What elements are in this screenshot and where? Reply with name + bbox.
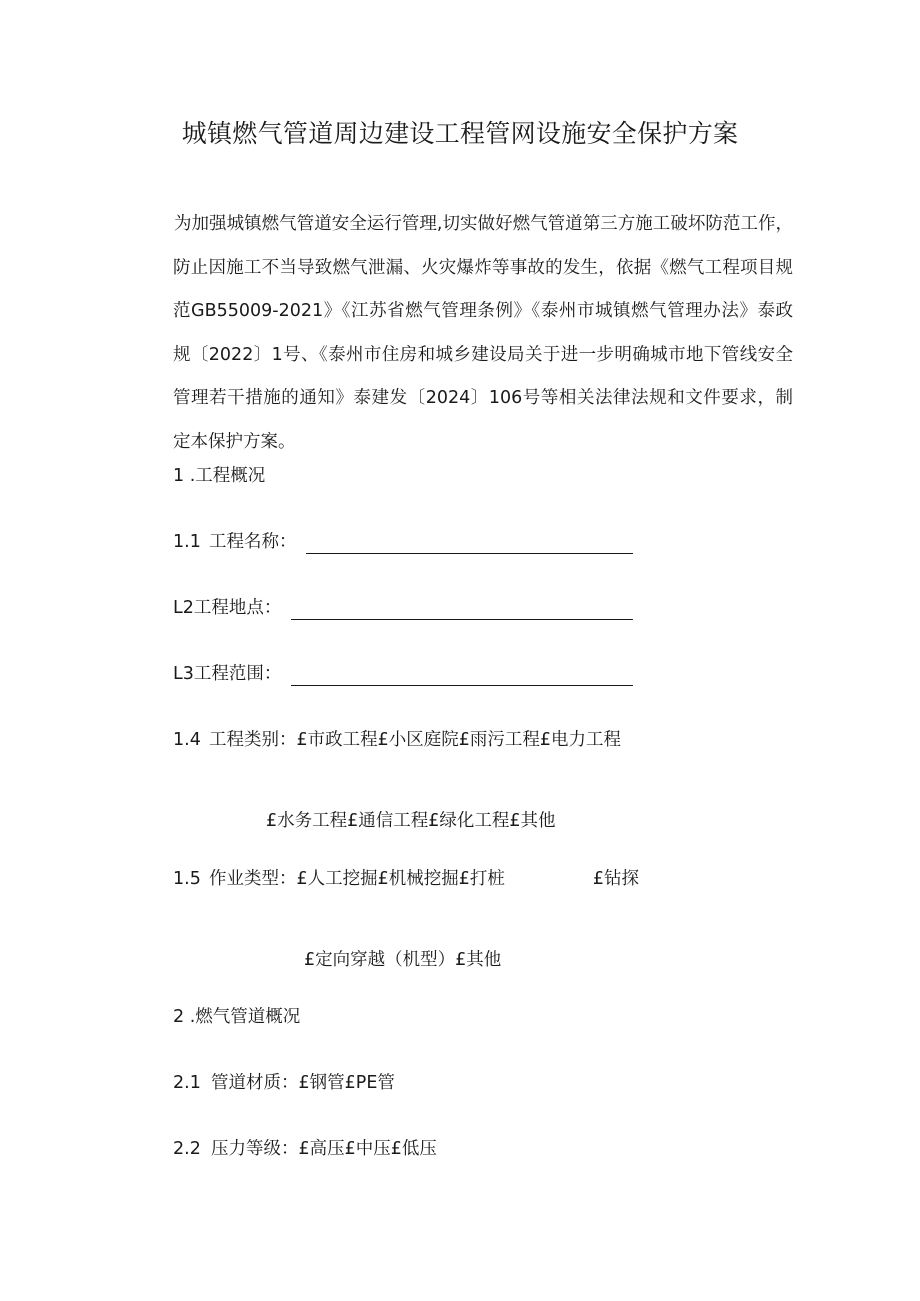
checkbox-high-pressure[interactable]: £高压 [298,1139,345,1159]
project-scope-field[interactable] [291,667,633,686]
section-1-heading: 1 .工程概况 [173,466,266,486]
intro-paragraph: 为加强城镇燃气管道安全运行管理,切实做好燃气管道第三方施工破坏防范工作，防止因施工不当导致燃气泄漏、火灾爆炸等事故的发生，依据《燃气工程项目规范GB55009-2021》《江苏省燃气管理条例》《泰州市城镇燃气管理办法》泰政规〔2022〕1号、《泰州市住房和城乡建设局关于进一步明确城市地下管线安全管理若干措施的通知》泰建发〔2024〕106号等相关法律法规和文件要求，制定本保护方案。 [173,214,793,452]
project-name-number: 1.1 [173,532,201,552]
work-type-number: 1.5 [173,869,201,889]
pressure-level-label: 压力等级： [211,1139,299,1159]
project-name-field[interactable] [306,535,633,554]
project-name-row [173,530,633,554]
pipe-material-label: 管道材质： [211,1073,299,1093]
project-category-number: 1.4 [173,730,201,750]
checkbox-medium-pressure[interactable]: £中压 [344,1139,391,1159]
project-category-label: 工程类别： [209,730,297,750]
checkbox-low-pressure[interactable]: £低压 [390,1139,437,1159]
project-location-field[interactable] [291,601,633,620]
pipe-material-number: 2.1 [173,1073,201,1093]
checkbox-rain-sewage[interactable]: £雨污工程 [458,730,540,750]
checkbox-drilling[interactable]: £钻探 [592,869,640,889]
project-scope-label: 工程范围： [193,664,282,684]
checkbox-residential-courtyard[interactable]: £小区庭院 [377,730,459,750]
project-category-row-2 [266,809,556,833]
project-location-label: 工程地点： [193,598,282,618]
checkbox-piling[interactable]: £打桩 [458,869,505,889]
project-category-row [173,728,621,752]
checkbox-category-other[interactable]: £其他 [509,811,556,831]
project-location-number: L2 [173,598,194,618]
checkbox-municipal[interactable]: £市政工程 [296,730,378,750]
checkbox-directional-drilling[interactable]: £定向穿越（机型） [304,950,456,970]
checkbox-pe-pipe[interactable]: £PE管 [344,1073,395,1093]
project-name-label: 工程名称： [209,532,297,552]
document-title: 城镇燃气管道周边建设工程管网设施安全保护方案 [181,119,739,148]
pressure-level-number: 2.2 [173,1139,201,1159]
project-location-row [173,596,633,620]
checkbox-water-affairs[interactable]: £水务工程 [266,811,348,831]
checkbox-greening[interactable]: £绿化工程 [428,811,510,831]
pressure-level-row [173,1137,437,1161]
project-scope-row [173,662,633,686]
work-type-row-2 [304,948,501,972]
checkbox-work-type-other[interactable]: £其他 [455,950,502,970]
section-2-heading: 2 .燃气管道概况 [173,1007,301,1027]
work-type-row [173,867,639,891]
checkbox-electric-power[interactable]: £电力工程 [539,730,622,750]
pipe-material-row [173,1071,395,1095]
checkbox-manual-excavation[interactable]: £人工挖掘 [296,869,378,889]
checkbox-steel-pipe[interactable]: £钢管 [298,1073,345,1093]
work-type-label: 作业类型： [209,869,297,889]
checkbox-telecom[interactable]: £通信工程 [347,811,429,831]
project-scope-number: L3 [173,664,194,684]
checkbox-mechanical-excavation[interactable]: £机械挖掘 [377,869,459,889]
